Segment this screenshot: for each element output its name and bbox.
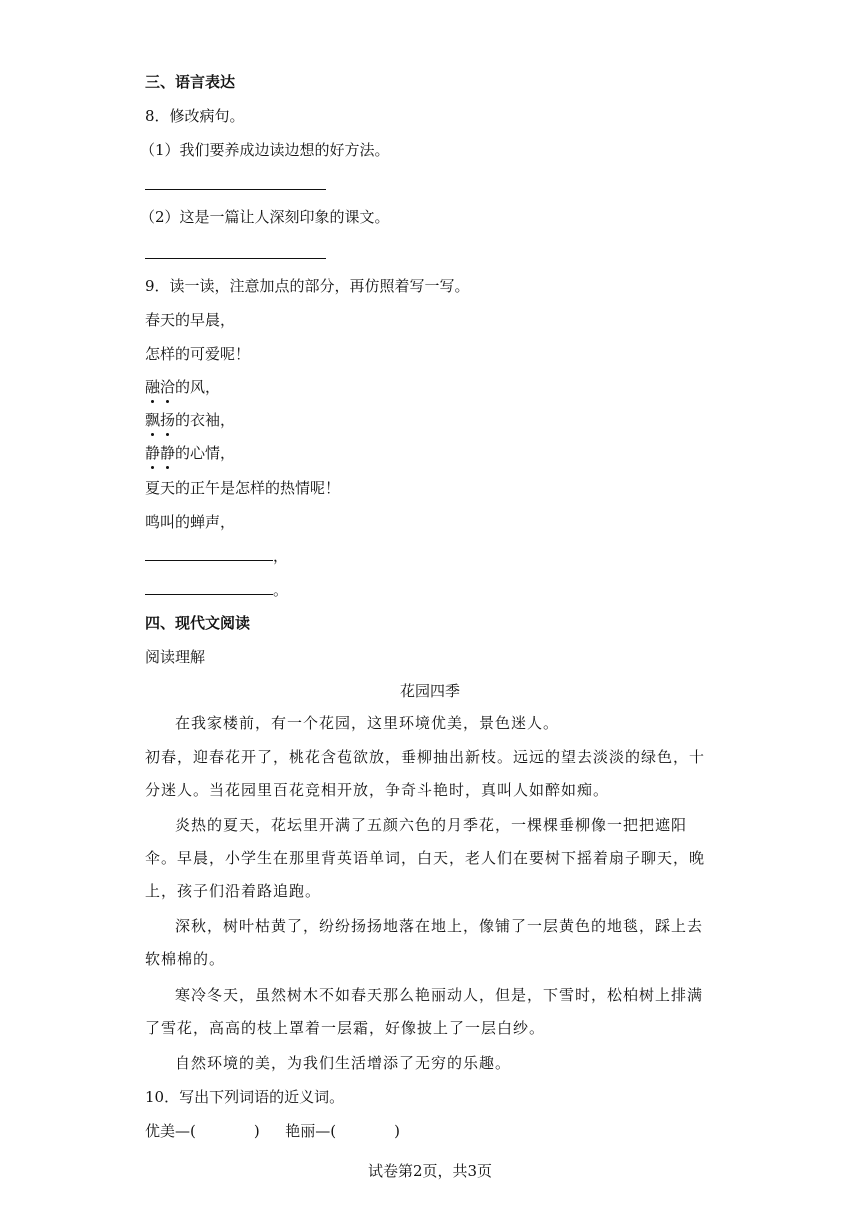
page-footer: 试卷第2页，共3页 <box>367 1162 493 1180</box>
passage-paragraph-2: 初春，迎春花开了，桃花含苞欲放，垂柳抽出新枝。远远的望去淡淡的绿色，十分迷人。当花园里百花竞相开放，争奇斗艳时，真叫人如醉如痴。 <box>145 748 706 799</box>
answer-line-9-1[interactable] <box>145 546 288 566</box>
question-10-stem: 10．写出下列词语的近义词。 <box>145 1088 345 1106</box>
question-8-item-1: （1）我们要养成边读边想的好方法。 <box>140 141 390 159</box>
poem-line-1: 春天的早晨， <box>145 311 236 329</box>
emphasis-dot-char: 静 <box>160 444 176 462</box>
question-10-words <box>145 1121 400 1141</box>
emphasis-dot-char: 扬 <box>160 411 176 429</box>
synonym-close-1: ) <box>253 1122 260 1140</box>
reading-label: 阅读理解 <box>145 648 206 666</box>
passage-paragraph-4: 深秋，树叶枯黄了，纷纷扬扬地落在地上，像铺了一层黄色的地毯，踩上去软棉棉的。 <box>145 917 704 968</box>
poem-line-3 <box>145 377 220 397</box>
dotted-word <box>145 378 175 396</box>
answer-line-8-1[interactable] <box>145 175 326 195</box>
poem-line-rest: 的衣袖， <box>175 411 236 429</box>
emphasis-dot-char: 静 <box>145 444 161 462</box>
section-3-title: 三、语言表达 <box>145 73 236 91</box>
passage-paragraph-1: 在我家楼前，有一个花园，这里环境优美，景色迷人。 <box>175 714 560 732</box>
poem-line-2: 怎样的可爱呢！ <box>145 345 251 363</box>
poem-line-rest: 的风， <box>175 378 221 396</box>
passage-paragraph-5: 寒冷冬天，虽然树木不如春天那么艳丽动人，但是，下雪时，松柏树上排满了雪花，高高的枝上罩着一层霜，好像披上了一层白纱。 <box>145 986 704 1037</box>
poem-line-4 <box>145 410 235 430</box>
question-8-stem: 8．修改病句。 <box>145 107 245 125</box>
answer-line-end: ， <box>273 547 289 565</box>
emphasis-dot-char: 洽 <box>160 378 176 396</box>
synonym-word-1: 优美—( <box>145 1122 196 1140</box>
poem-line-5 <box>145 443 235 463</box>
passage-paragraph-6: 自然环境的美，为我们生活增添了无穷的乐趣。 <box>175 1054 512 1072</box>
poem-line-7: 鸣叫的蝉声， <box>145 513 236 531</box>
question-8-item-2: （2）这是一篇让人深刻印象的课文。 <box>140 208 390 226</box>
emphasis-dot-char: 融 <box>145 378 161 396</box>
answer-line-end: 。 <box>273 581 289 599</box>
emphasis-dot-char: 飘 <box>145 411 161 429</box>
answer-line-9-2[interactable] <box>145 580 288 600</box>
answer-line-8-2[interactable] <box>145 244 326 264</box>
dotted-word <box>145 444 175 462</box>
passage-paragraph-3: 炎热的夏天，花坛里开满了五颜六色的月季花，一棵棵垂柳像一把把遮阳伞。早晨，小学生在那里背英语单词，白天，老人们在要树下摇着扇子聊天，晚上，孩子们沿着路追跑。 <box>145 816 706 900</box>
section-4-title: 四、现代文阅读 <box>145 614 251 632</box>
poem-line-6: 夏天的正午是怎样的热情呢！ <box>145 479 341 497</box>
question-9-stem: 9．读一读，注意加点的部分，再仿照着写一写。 <box>145 277 470 295</box>
synonym-word-2: 艳丽—( <box>285 1122 337 1140</box>
synonym-close-2: ) <box>394 1122 400 1140</box>
passage-title: 花园四季 <box>399 682 460 700</box>
dotted-word <box>145 411 175 429</box>
poem-line-rest: 的心情， <box>175 444 236 462</box>
